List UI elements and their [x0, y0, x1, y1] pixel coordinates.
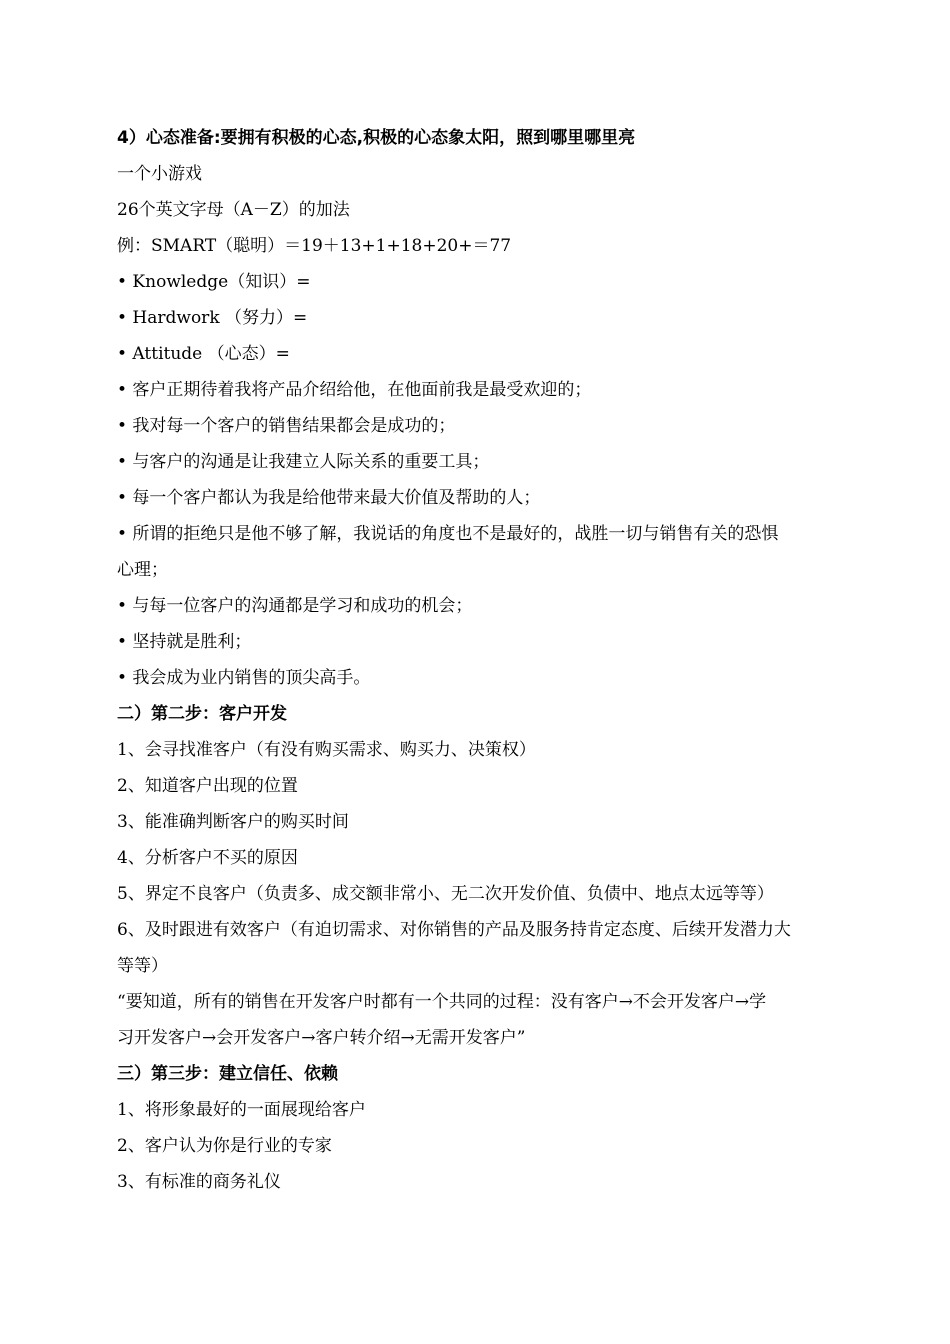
bullet-item: • 与每一位客户的沟通都是学习和成功的机会； — [117, 596, 473, 616]
bullet-item: • Hardwork （努力）= — [117, 308, 308, 328]
text-line: 26个英文字母（A－Z）的加法 — [117, 200, 350, 220]
quote-line: “要知道，所有的销售在开发客户时都有一个共同的过程：没有客户→不会开发客户→学 — [117, 992, 767, 1012]
text-line: 一个小游戏 — [117, 164, 202, 184]
bullet-item: • Attitude （心态）= — [117, 344, 290, 364]
bullet-item-continuation: 心理； — [117, 560, 168, 580]
quote-line-continuation: 习开发客户→会开发客户→客户转介绍→无需开发客户” — [117, 1028, 526, 1048]
numbered-item-continuation: 等等） — [117, 956, 168, 976]
text-line: 例：SMART（聪明）＝19＋13+1+18+20+＝77 — [117, 236, 512, 256]
heading-step-three: 三）第三步：建立信任、依赖 — [117, 1064, 338, 1084]
numbered-item: 1、将形象最好的一面展现给客户 — [117, 1100, 366, 1120]
numbered-item: 3、能准确判断客户的购买时间 — [117, 812, 349, 832]
numbered-item: 5、界定不良客户（负责多、成交额非常小、无二次开发价值、负债中、地点太远等等） — [117, 884, 774, 904]
bullet-item: • 所谓的拒绝只是他不够了解，我说话的角度也不是最好的，战胜一切与销售有关的恐惧 — [117, 524, 779, 544]
numbered-item: 3、有标准的商务礼仪 — [117, 1172, 281, 1192]
numbered-item: 2、知道客户出现的位置 — [117, 776, 298, 796]
bullet-item: • 客户正期待着我将产品介绍给他，在他面前我是最受欢迎的； — [117, 380, 592, 400]
bullet-item: • 坚持就是胜利； — [117, 632, 252, 652]
bullet-item: • 每一个客户都认为我是给他带来最大价值及帮助的人； — [117, 488, 541, 508]
document-body — [117, 120, 879, 1200]
numbered-item: 6、及时跟进有效客户（有迫切需求、对你销售的产品及服务持肯定态度、后续开发潜力大 — [117, 920, 791, 940]
numbered-item: 2、客户认为你是行业的专家 — [117, 1136, 332, 1156]
heading-step-two: 二）第二步：客户开发 — [117, 704, 287, 724]
bullet-item: • 我会成为业内销售的顶尖高手。 — [117, 668, 371, 688]
numbered-item: 4、分析客户不买的原因 — [117, 848, 298, 868]
numbered-item: 1、会寻找准客户（有没有购买需求、购买力、决策权） — [117, 740, 536, 760]
bullet-item: • 与客户的沟通是让我建立人际关系的重要工具； — [117, 452, 490, 472]
bullet-item: • Knowledge（知识）= — [117, 272, 311, 292]
heading-mindset: 4）心态准备:要拥有积极的心态,积极的心态象太阳，照到哪里哪里亮 — [117, 128, 636, 148]
bullet-item: • 我对每一个客户的销售结果都会是成功的； — [117, 416, 456, 436]
